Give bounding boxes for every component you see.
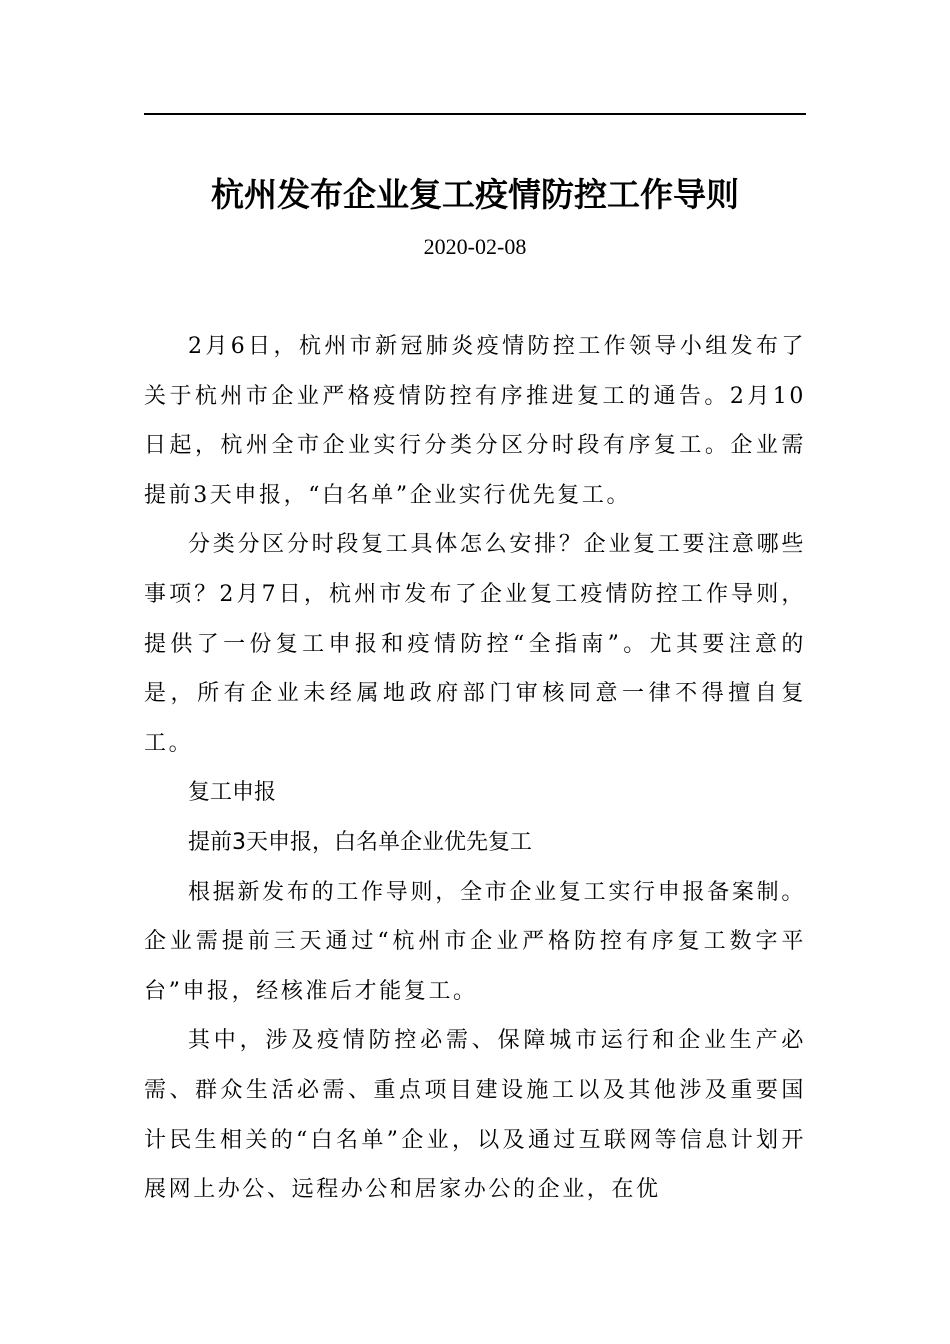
paragraph-3: 根据新发布的工作导则，全市企业复工实行申报备案制。企业需提前三天通过“杭州市企业严格防控有序复工数字平台”申报，经核准后才能复工。: [144, 879, 806, 1004]
subheading: 提前3天申报，白名单企业优先复工: [188, 829, 532, 855]
section-heading: 复工申报: [188, 780, 277, 806]
paragraph-4: 其中，涉及疫情防控必需、保障城市运行和企业生产必需、群众生活必需、重点项目建设施工以及其他涉及重要国计民生相关的“白名单”企业，以及通过互联网等信息计划开展网上办公、远程办公和居家办公的企业，在优: [144, 1028, 806, 1203]
document-date: 2020-02-08: [423, 234, 527, 259]
paragraph-2: 分类分区分时段复工具体怎么安排？企业复工要注意哪些事项？2月7日，杭州市发布了企业复工疫情防控工作导则，提供了一份复工申报和疫情防控“全指南”。尤其要注意的是，所有企业未经属地政府部门审核同意一律不得擅自复工。: [144, 532, 806, 756]
document-title: 杭州发布企业复工疫情防控工作导则: [211, 175, 739, 214]
document-body: [144, 322, 806, 1215]
paragraph-1: 2月6日，杭州市新冠肺炎疫情防控工作领导小组发布了关于杭州市企业严格疫情防控有序推进复工的通告。2月10日起，杭州全市企业实行分类分区分时段有序复工。企业需提前3天申报，“白名单”企业实行优先复工。: [144, 334, 806, 508]
header-rule: [144, 113, 806, 115]
